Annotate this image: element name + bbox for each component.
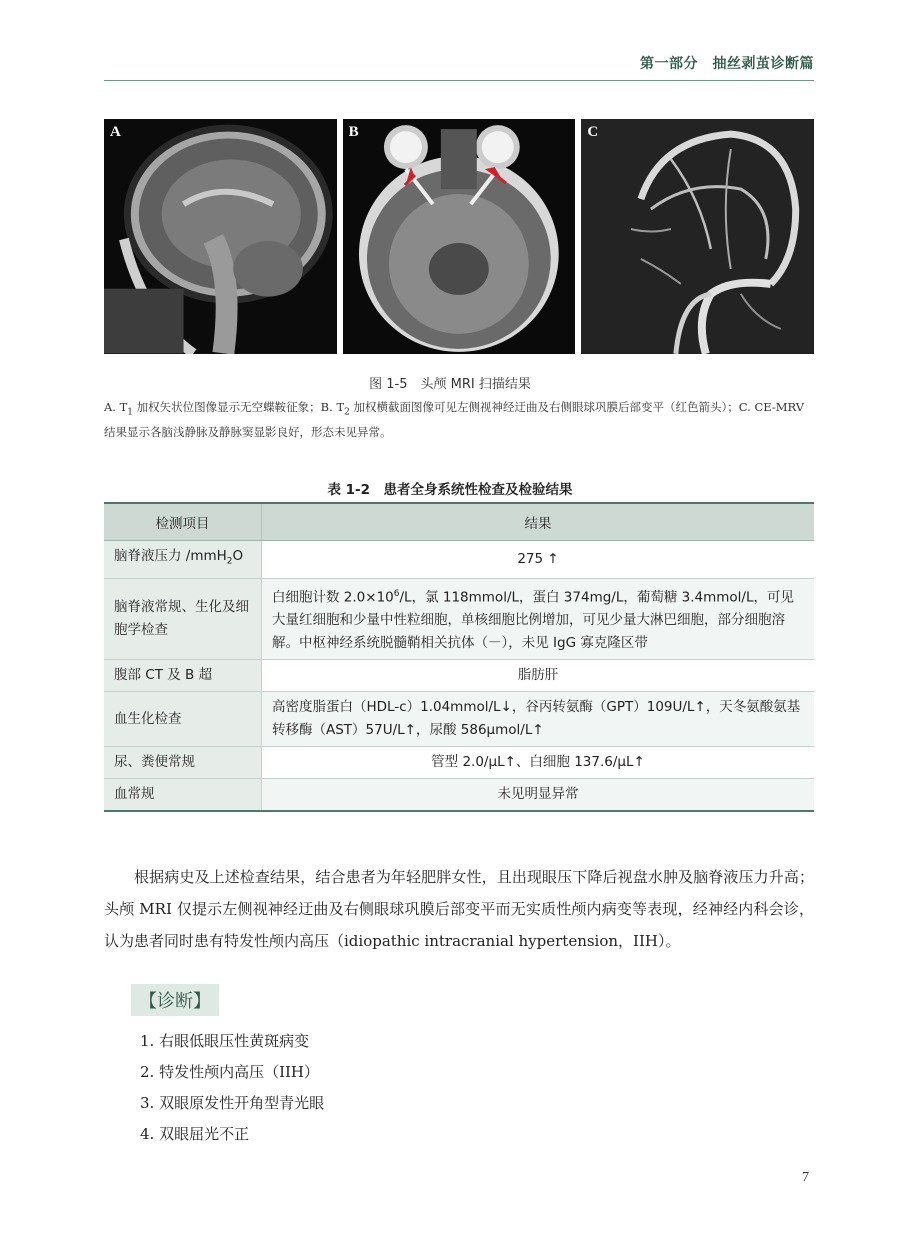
row-result-sup: 6 — [393, 588, 400, 599]
list-item: 1. 右眼低眼压性黄斑病变 — [140, 1032, 310, 1050]
mri-figure — [104, 119, 814, 354]
table-row — [104, 578, 814, 660]
figure-caption: 图 1-5 头颅 MRI 扫描结果 — [369, 377, 531, 392]
table-row — [104, 692, 814, 747]
results-table — [104, 502, 814, 812]
diagnosis-list — [140, 1026, 324, 1150]
panel-letter-a: A — [110, 124, 121, 140]
row-item: 血常规 — [104, 779, 262, 812]
table-row — [104, 747, 814, 779]
body-paragraph: 根据病史及上述检查结果，结合患者为年轻肥胖女性，且出现眼压下降后视盘水肿及脑脊液压力升高；头颅 MRI 仅提示左侧视神经迂曲及右侧眼球巩膜后部变平而无实质性颅内病变等表现，经神经内科会诊，认为患者同时患有特发性颅内高压（idiopathic intracranial hypertension，IIH）。 — [104, 868, 814, 950]
running-header: 第一部分 抽丝剥茧诊断篇 — [640, 56, 814, 72]
note-a-prefix: A. T — [104, 400, 128, 414]
diagnosis-heading: 【诊断】 — [131, 984, 219, 1016]
row-item — [104, 541, 262, 579]
sagittal-mri-image — [104, 119, 337, 354]
row-result: 高密度脂蛋白（HDL-c）1.04mmol/L↓，谷丙转氨酶（GPT）109U/L↑，天冬氨酸氨基转移酶（AST）57U/L↑，尿酸 586μmol/L↑ — [262, 692, 815, 747]
row-result: 275 ↑ — [262, 541, 815, 579]
row-result-post: /L，氯 118mmol/L，蛋白 374mg/L，葡萄糖 3.4mmol/L，可见大量红细胞和少量中性粒细胞，单核细胞比例增加，可见少量大淋巴细胞，部分细胞溶解。中枢神经系统脱髓鞘相关抗体（－），未见 IgG 寡克隆区带 — [272, 589, 794, 652]
row-item-main: 脑脊液压力 /mmH — [114, 548, 227, 564]
row-item-tail: O — [232, 548, 244, 564]
table-title: 表 1-2 患者全身系统性检查及检验结果 — [327, 482, 573, 498]
mri-panel-b — [343, 119, 576, 354]
table-row — [104, 541, 814, 579]
note-b-text: 加权横截面图像可见左侧视神经迂曲及右侧眼球巩膜后部变平（红色箭头）；C. CE-MRV 结果显示各脑浅静脉及静脉窦显影良好，形态未见异常。 — [104, 400, 805, 440]
note-a-sub: 1 — [127, 407, 134, 418]
row-item-sub: 2 — [226, 556, 233, 567]
row-result: 管型 2.0/μL↑、白细胞 137.6/μL↑ — [262, 747, 815, 779]
header-item: 检测项目 — [104, 503, 262, 541]
row-result: 脂肪肝 — [262, 660, 815, 692]
table-header-row — [104, 503, 814, 541]
table-row — [104, 660, 814, 692]
note-b-sub: 2 — [344, 407, 350, 418]
row-result — [262, 578, 815, 660]
mrv-image — [581, 119, 814, 354]
row-result: 未见明显异常 — [262, 779, 815, 812]
mri-panel-a — [104, 119, 337, 354]
row-item: 脑脊液常规、生化及细胞学检查 — [104, 578, 262, 660]
row-item: 尿、粪便常规 — [104, 747, 262, 779]
header-result: 结果 — [262, 503, 815, 541]
row-item: 腹部 CT 及 B 超 — [104, 660, 262, 692]
list-item: 2. 特发性颅内高压（IIH） — [140, 1063, 320, 1081]
row-item: 血生化检查 — [104, 692, 262, 747]
note-a-text: 加权矢状位图像显示无空蝶鞍征象；B. T — [133, 400, 345, 414]
axial-mri-image — [343, 119, 576, 354]
list-item: 4. 双眼屈光不正 — [140, 1125, 250, 1143]
panel-letter-c: C — [587, 124, 599, 140]
header-rule — [104, 80, 814, 81]
row-result-pre: 白细胞计数 2.0×10 — [272, 589, 394, 606]
mri-panel-c — [581, 119, 814, 354]
page-number: 7 — [802, 1170, 809, 1185]
figure-note — [104, 397, 814, 442]
panel-letter-b: B — [348, 124, 359, 140]
list-item: 3. 双眼原发性开角型青光眼 — [140, 1094, 325, 1112]
table-row — [104, 779, 814, 812]
